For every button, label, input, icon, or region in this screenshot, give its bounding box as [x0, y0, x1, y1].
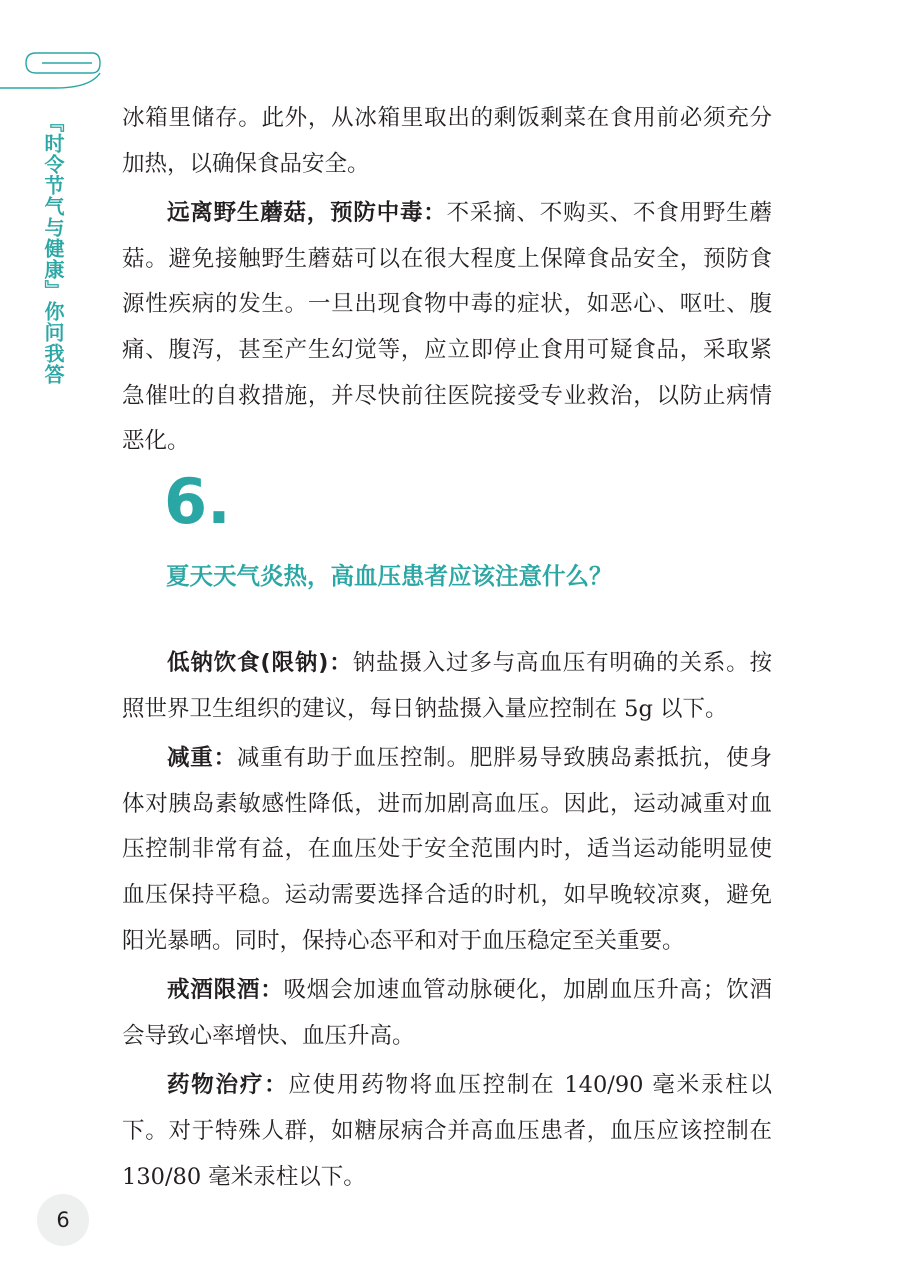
paragraph-body-alcohol: 吸烟会加速血管动脉硬化，加剧血压升高；饮酒会导致心率增快、血压升高。	[122, 977, 772, 1049]
paragraph-lead-alcohol: 戒酒限酒：	[167, 977, 284, 1004]
page-number: 6	[37, 1194, 89, 1246]
paragraph-alcohol	[122, 968, 772, 1059]
top-text-block	[122, 96, 772, 465]
paragraph-lead-weight-loss: 减重：	[167, 745, 237, 772]
paragraph-lead-mushroom: 远离野生蘑菇，预防中毒：	[167, 200, 447, 227]
paragraph-weight-loss	[122, 736, 772, 964]
corner-ornament-icon	[0, 0, 110, 100]
book-title-vertical: 『时令节气与健康』你问我答	[41, 112, 65, 385]
paragraph-body-weight-loss: 减重有助于血压控制。肥胖易导致胰岛素抵抗，使身体对胰岛素敏感性降低，进而加剧高血压。因此，运动减重对血压控制非常有益，在血压处于安全范围内时，适当运动能明显使血压保持平稳。运动需要选择合适的时机，如早晚较凉爽，避免阳光暴晒。同时，保持心态平和对于血压稳定至关重要。	[122, 745, 772, 954]
section-body	[122, 641, 772, 1200]
paragraph-lead-low-sodium: 低钠饮食(限钠)：	[167, 650, 353, 676]
paragraph-mushroom	[122, 191, 772, 465]
paragraph-storage: 冰箱里储存。此外，从冰箱里取出的剩饭剩菜在食用前必须充分加热，以确保食品安全。	[122, 105, 772, 177]
paragraph-lead-medication: 药物治疗：	[167, 1072, 289, 1099]
paragraph-body-medication: 应使用药物将血压控制在 140/90 毫米汞柱以下。对于特殊人群，如糖尿病合并高血压患者，血压应该控制在 130/80 毫米汞柱以下。	[122, 1072, 772, 1190]
section-title: 夏天天气炎热，高血压患者应该注意什么？	[166, 562, 613, 590]
section-number: 6.	[164, 465, 231, 538]
paragraph-body-mushroom: 不采摘、不购买、不食用野生蘑菇。避免接触野生蘑菇可以在很大程度上保障食品安全，预防食源性疾病的发生。一旦出现食物中毒的症状，如恶心、呕吐、腹痛、腹泻，甚至产生幻觉等，应立即停止食用可疑食品，采取紧急催吐的自救措施，并尽快前往医院接受专业救治，以防止病情恶化。	[122, 200, 772, 455]
paragraph-low-sodium	[122, 641, 772, 732]
paragraph-body-low-sodium: 钠盐摄入过多与高血压有明确的关系。按照世界卫生组织的建议，每日钠盐摄入量应控制在 5g 以下。	[122, 650, 772, 722]
paragraph-medication	[122, 1063, 772, 1200]
